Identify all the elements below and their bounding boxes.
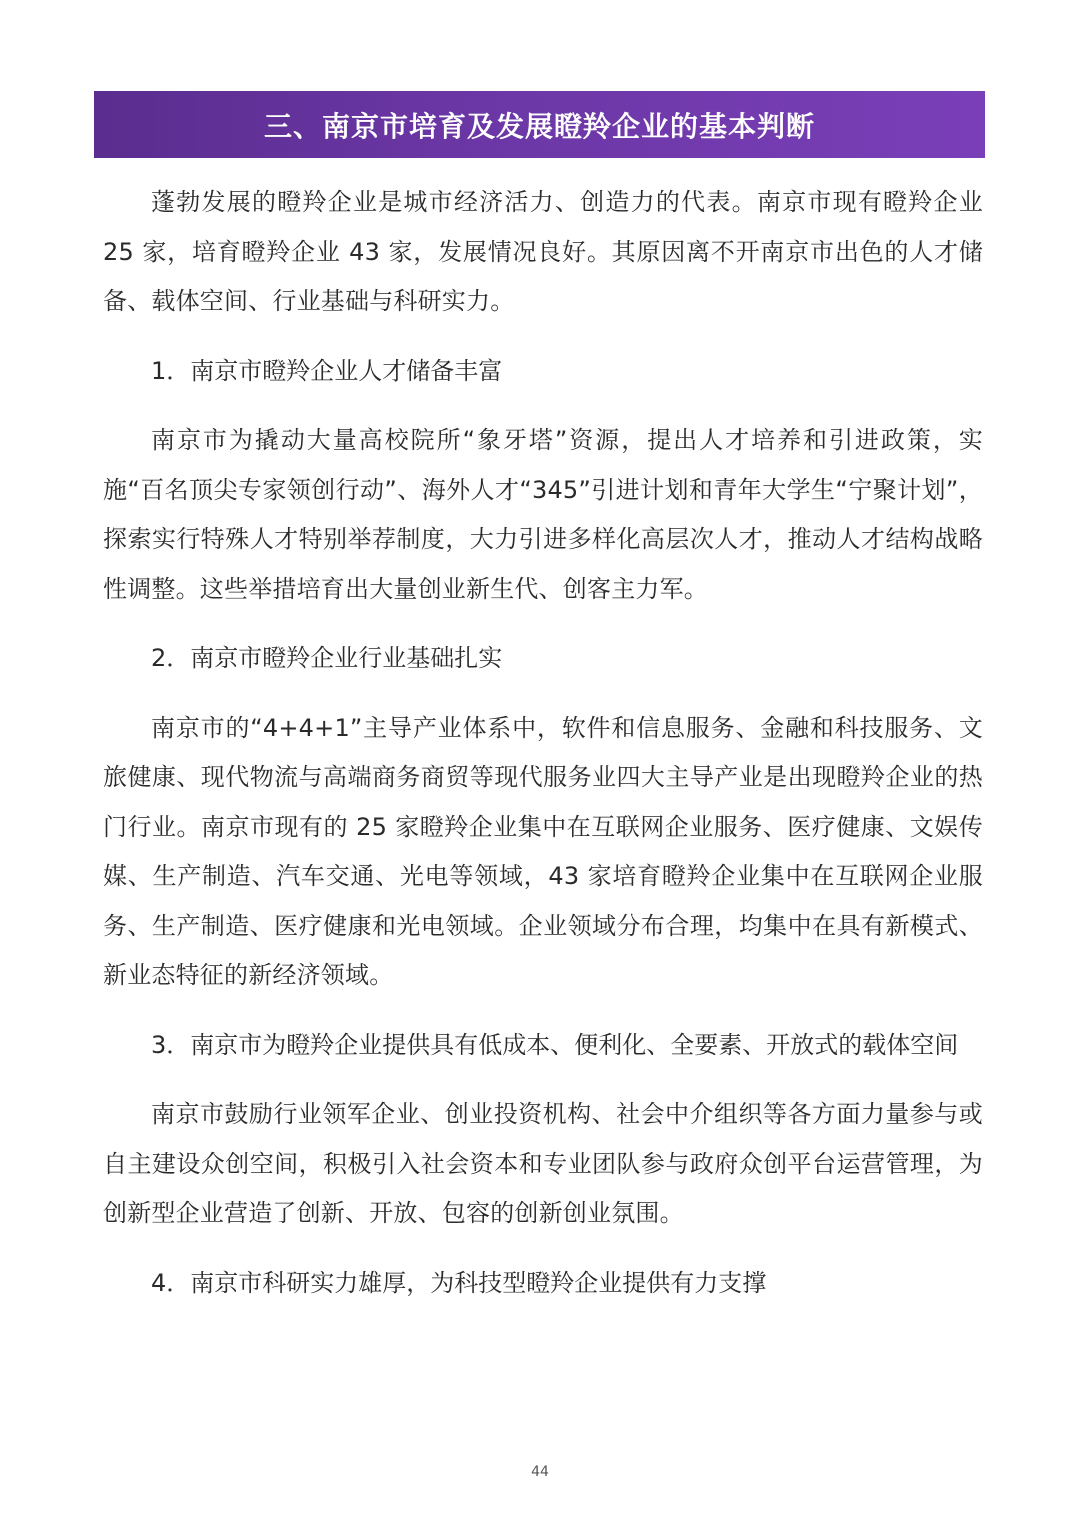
document-body: [103, 178, 983, 1308]
talent-paragraph: 南京市为撬动大量高校院所“象牙塔”资源，提出人才培养和引进政策，实施“百名顶尖专家领创行动”、海外人才“345”引进计划和青年大学生“宁聚计划”，探索实行特殊人才特别举荐制度，大力引进多样化高层次人才，推动人才结构战略性调整。这些举措培育出大量创业新生代、创客主力军。: [103, 426, 983, 603]
space-paragraph: 南京市鼓励行业领军企业、创业投资机构、社会中介组织等各方面力量参与或自主建设众创空间，积极引入社会资本和专业团队参与政府众创平台运营管理，为创新型企业营造了创新、开放、包容的创新创业氛围。: [103, 1100, 983, 1227]
intro-paragraph: 蓬勃发展的瞪羚企业是城市经济活力、创造力的代表。南京市现有瞪羚企业 25 家，培育瞪羚企业 43 家，发展情况良好。其原因离不开南京市出色的人才储备、载体空间、行业基础与科研实力。: [103, 188, 983, 315]
section-title-banner: [94, 91, 985, 158]
subheading-space: 3．南京市为瞪羚企业提供具有低成本、便利化、全要素、开放式的载体空间: [151, 1030, 959, 1059]
section-title: 三、南京市培育及发展瞪羚企业的基本判断: [263, 109, 815, 143]
subheading-industry: 2．南京市瞪羚企业行业基础扎实: [151, 644, 503, 672]
page-number: 44: [531, 1464, 549, 1480]
subheading-talent: 1．南京市瞪羚企业人才储备丰富: [151, 356, 503, 385]
subheading-research: 4．南京市科研实力雄厚，为科技型瞪羚企业提供有力支撑: [151, 1268, 767, 1297]
industry-paragraph: 南京市的“4+4+1”主导产业体系中，软件和信息服务、金融和科技服务、文旅健康、现代物流与高端商务商贸等现代服务业四大主导产业是出现瞪羚企业的热门行业。南京市现有的 25 家瞪羚企业集中在互联网企业服务、医疗健康、文娱传媒、生产制造、汽车交通、光电等领域，43 家培育瞪羚企业集中在互联网企业服务、生产制造、医疗健康和光电领域。企业领域分布合理，均集中在具有新模式、新业态特征的新经济领域。: [103, 713, 983, 989]
